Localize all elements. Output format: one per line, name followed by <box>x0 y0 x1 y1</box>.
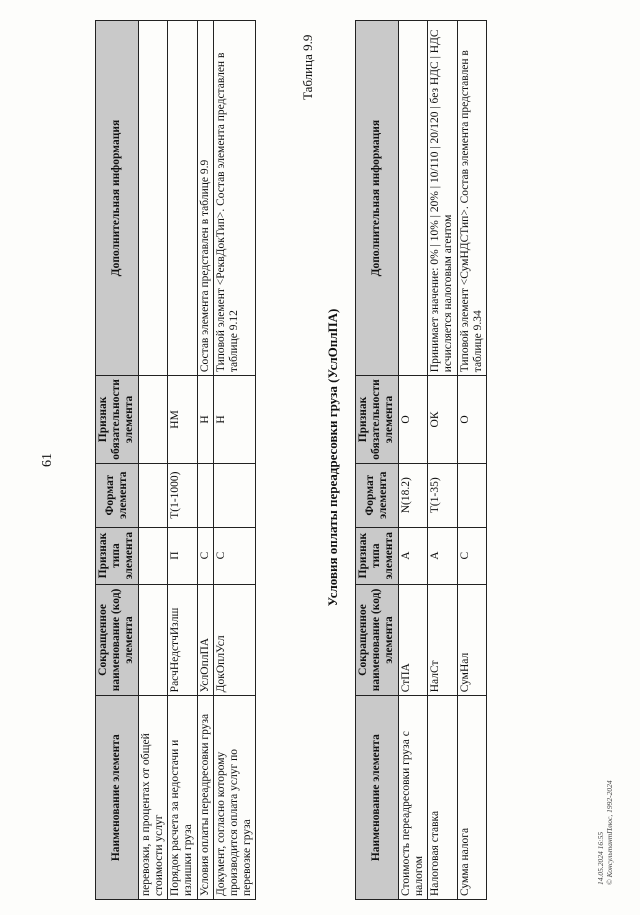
cell-info: Состав элемента представлен в таблице 9.9 <box>197 21 213 376</box>
header-format: Формат элемента <box>96 463 139 527</box>
table-row <box>168 21 197 900</box>
cell-type: А <box>428 527 457 584</box>
cell-format: N(18.2) <box>398 463 427 527</box>
cell-type <box>138 527 167 584</box>
cell-type: С <box>197 527 213 584</box>
cell-required <box>138 376 167 464</box>
cell-name: Порядок расчета за недостачи и излишки груза <box>168 696 197 900</box>
cell-info <box>168 21 197 376</box>
cell-code: СумНал <box>457 584 486 696</box>
cell-required: О <box>457 376 486 464</box>
cell-info: Типовой элемент <РеквДокТип>. Состав элемента представлен в таблице 9.12 <box>213 21 256 376</box>
cell-type: П <box>168 527 197 584</box>
cell-required: О <box>398 376 427 464</box>
header-code: Сокращенное наименование (код) элемента <box>356 584 399 696</box>
cell-name: Налоговая ставка <box>428 696 457 900</box>
cell-name: Документ, согласно которому производится оплата услуг по перевозке груза <box>213 696 256 900</box>
cell-required: Н <box>197 376 213 464</box>
header-type: Признак типа элемента <box>96 527 139 584</box>
table-row <box>398 21 427 900</box>
cell-code: НалСт <box>428 584 457 696</box>
cell-required: НМ <box>168 376 197 464</box>
header-required: Признак обязательности элемента <box>356 376 399 464</box>
header-format: Формат элемента <box>356 463 399 527</box>
cell-info <box>398 21 427 376</box>
cell-code <box>138 584 167 696</box>
table-row <box>213 21 256 900</box>
cell-format: T(1-35) <box>428 463 457 527</box>
cell-code: УслОплПА <box>197 584 213 696</box>
header-info: Дополнительная информация <box>96 21 139 376</box>
cell-info: Типовой элемент <СумНДСТип>. Состав элемента представлен в таблице 9.34 <box>457 21 486 376</box>
table-row <box>428 21 457 900</box>
header-name: Наименование элемента <box>356 696 399 900</box>
cell-type: А <box>398 527 427 584</box>
header-info: Дополнительная информация <box>356 21 399 376</box>
header-name: Наименование элемента <box>96 696 139 900</box>
header-code: Сокращенное наименование (код) элемента <box>96 584 139 696</box>
cell-code: СтПА <box>398 584 427 696</box>
table-row <box>197 21 213 900</box>
cell-type: С <box>457 527 486 584</box>
elements-table-9-9 <box>355 20 487 900</box>
cell-type: С <box>213 527 256 584</box>
cell-info <box>138 21 167 376</box>
footer-stamp <box>596 780 614 885</box>
footer-date: 14.05.2024 16:55 <box>596 831 605 885</box>
table-header-row <box>356 21 399 900</box>
table-row <box>138 21 167 900</box>
cell-name: Условия оплаты переадресовки груза <box>197 696 213 900</box>
cell-format <box>138 463 167 527</box>
cell-required: Н <box>213 376 256 464</box>
cell-code: ДокОплУсл <box>213 584 256 696</box>
cell-format <box>197 463 213 527</box>
cell-format <box>213 463 256 527</box>
elements-table-continued <box>95 20 256 900</box>
cell-format: T(1-1000) <box>168 463 197 527</box>
cell-info: Принимает значение: 0% | 10% | 20% | 10/110 | 20/120 | без НДС | НДС исчисляется налоговым агентом <box>428 21 457 376</box>
cell-name: Стоимость переадресовки груза с налогом <box>398 696 427 900</box>
header-required: Признак обязательности элемента <box>96 376 139 464</box>
cell-format <box>457 463 486 527</box>
footer-source: © КонсультантПлюс, 1992-2024 <box>605 780 614 885</box>
table-caption: Условия оплаты переадресовки груза (УслОплПА) <box>325 308 340 607</box>
cell-required: ОК <box>428 376 457 464</box>
table-row <box>457 21 486 900</box>
table-label: Таблица 9.9 <box>300 34 315 100</box>
header-type: Признак типа элемента <box>356 527 399 584</box>
cell-code: РасчНедстчИзлш <box>168 584 197 696</box>
cell-name: перевозки, в процентах от общей стоимости услуг <box>138 696 167 900</box>
table-header-row <box>96 21 139 900</box>
cell-name: Сумма налога <box>457 696 486 900</box>
page-number: 61 <box>40 453 55 467</box>
